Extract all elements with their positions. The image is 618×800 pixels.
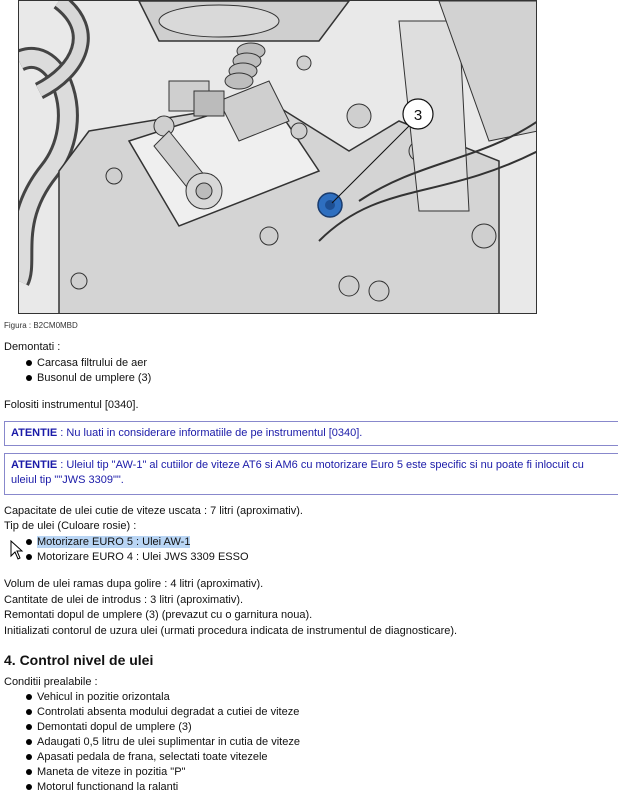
figure-caption: Figura : B2CM0MBD (4, 321, 78, 330)
conditions-heading: Conditii prealabile : (4, 676, 98, 688)
warning-label: ATENTIE (11, 459, 58, 471)
info-line: Cantitate de ulei de introdus : 3 litri (aproximativ). (4, 594, 244, 606)
demontati-heading: Demontati : (4, 341, 61, 353)
list-item: Demontati dopul de umplere (3) (4, 720, 300, 735)
info-line: Initializati contorul de uzura ulei (urmati procedura indicata de instrumentul de diagnosticare). (4, 625, 458, 637)
warning-text: : Uleiul tip "AW-1" al cutiilor de viteze AT6 si AM6 cu motorizare Euro 5 este specific si nu poate fi inlocuit cu (57, 459, 584, 471)
list-item: Controlati absenta modului degradat a cutiei de viteze (4, 705, 300, 720)
bullet-icon (26, 709, 32, 715)
list-item: Maneta de viteze in pozitia "P" (4, 765, 300, 780)
oil-type-heading: Tip de ulei (Culoare rosie) : (4, 520, 137, 532)
list-item: Apasati pedala de frana, selectati toate vitezele (4, 750, 300, 765)
warning-label: ATENTIE (11, 427, 58, 439)
warning-note-2 (4, 453, 618, 495)
bullet-icon (26, 694, 32, 700)
list-item: Motorizare EURO 4 : Ulei JWS 3309 ESSO (4, 550, 249, 565)
bullet-icon (26, 724, 32, 730)
list-item: Vehicul in pozitie orizontala (4, 690, 300, 705)
instrument-line: Folositi instrumentul [0340]. (4, 399, 139, 411)
warning-text: : Nu luati in considerare informatiile de pe instrumentul [0340]. (57, 427, 363, 439)
selected-text[interactable]: Motorizare EURO 5 : Ulei AW-1 (37, 536, 191, 548)
oil-type-list (4, 535, 249, 565)
bullet-icon (26, 554, 32, 560)
info-line: Volum de ulei ramas dupa golire : 4 litri (aproximativ). (4, 578, 264, 590)
gearbox-illustration (19, 1, 537, 314)
warning-note-1 (4, 421, 618, 446)
bullet-icon (26, 539, 32, 545)
bullet-icon (26, 769, 32, 775)
capacity-line: Capacitate de ulei cutie de viteze uscata : 7 litri (aproximativ). (4, 505, 303, 517)
info-line: Remontati dopul de umplere (3) (prevazut cu o garnitura noua). (4, 609, 313, 621)
list-item: Busonul de umplere (3) (4, 371, 151, 386)
conditions-list (4, 690, 300, 795)
bullet-icon (26, 375, 32, 381)
list-item: Motorul functionand la ralanti (4, 780, 300, 795)
list-item: Adaugati 0,5 litru de ulei suplimentar in cutia de viteze (4, 735, 300, 750)
technical-figure (18, 0, 537, 314)
warning-text-cont: uleiul tip ""JWS 3309"". (11, 474, 124, 486)
bullet-icon (26, 784, 32, 790)
mouse-pointer-icon (10, 540, 24, 560)
demontati-list (4, 356, 151, 386)
bullet-icon (26, 754, 32, 760)
list-item: Carcasa filtrului de aer (4, 356, 151, 371)
bullet-icon (26, 360, 32, 366)
section-title: 4. Control nivel de ulei (4, 652, 154, 668)
callout-number: 3 (413, 107, 423, 124)
list-item (4, 535, 249, 550)
bullet-icon (26, 739, 32, 745)
